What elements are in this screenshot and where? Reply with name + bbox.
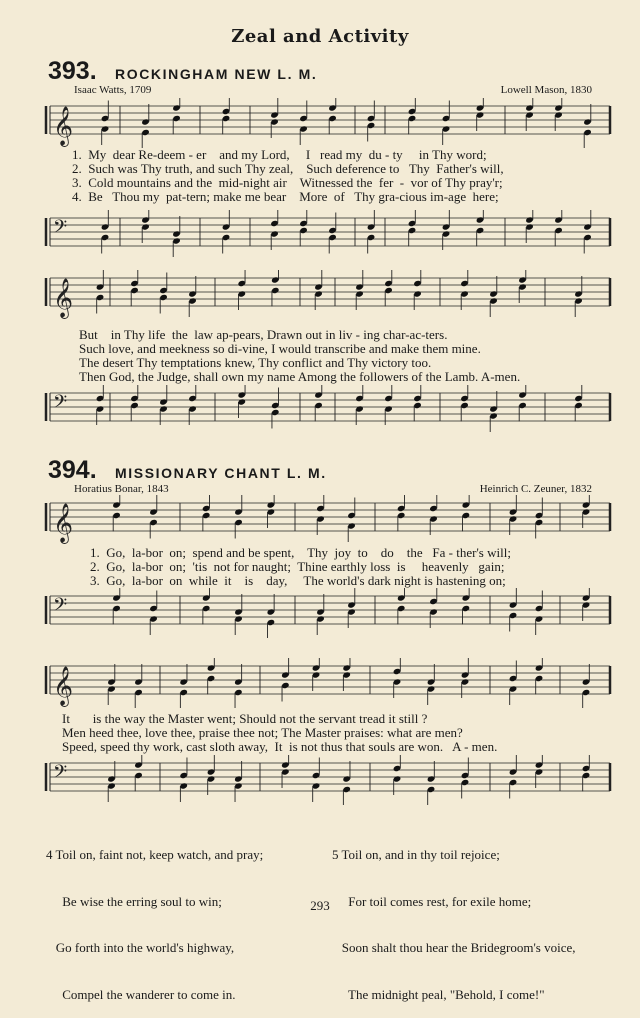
verse-line: Go forth into the world's highway, [46,940,235,955]
music-staff [0,270,640,320]
hymn-author: Isaac Watts, 1709 [74,84,152,96]
verse-line: 2. Such was Thy truth, and such Thy zeal, Such deference to Thy Father's will, [72,161,504,176]
verse-line: 3. Go, la-bor on while it is day, The world's dark night is hastening on; [90,573,506,588]
verse-line: 5 Toil on, and in thy toil rejoice; [332,847,500,862]
verse-line: 1. Go, la-bor on; spend and be spent, Thy joy to do the Fa - ther's will; [90,545,511,560]
hymn-title: ROCKINGHAM NEW L. M. [115,66,318,82]
hymn-composer: Heinrich C. Zeuner, 1832 [479,483,592,495]
svg-text:𝄞: 𝄞 [53,503,74,543]
section-title: Zeal and Activity [231,26,409,47]
verse-line: Be wise the erring soul to win; [46,893,222,909]
verse-line: The desert Thy temptations knew, Thy conflict and Thy victory too. [79,355,432,370]
verse-line: 2. Go, la-bor on; 'tis not for naught; Thine earthly loss is heavenly gain; [90,559,505,574]
music-staff [0,658,640,708]
verse-line: For toil comes rest, for exile home; [332,893,532,909]
svg-text:𝄞: 𝄞 [53,278,74,318]
verse-line: 4. Be Thou my pat-tern; make me bear More of Thy gra-cious im-age here; [72,189,499,204]
music-staff [0,385,640,435]
extra-verse-4 [46,816,263,1018]
hymn-author: Horatius Bonar, 1843 [74,483,169,495]
hymn-title: MISSIONARY CHANT L. M. [115,465,327,481]
verse-line: Soon shalt thou hear the Bridegroom's voice, [332,940,576,955]
page-number: 293 [310,898,330,913]
verse-line: Such love, and meekness so di-vine, I would transcribe and make them mine. [79,341,481,356]
verse-line: Compel the wanderer to come in. [46,986,236,1002]
music-staff [0,495,640,545]
verse-line: Speed, speed thy work, cast sloth away, It is not thus that souls are won. A - men. [62,739,498,754]
svg-text:𝄢: 𝄢 [53,392,68,417]
music-staff [0,98,640,148]
extra-verse-5 [332,816,576,1018]
hymn-number: 394. [48,456,97,484]
music-staff [0,755,640,805]
verse-line: 4 Toil on, faint not, keep watch, and pray; [46,847,264,862]
hymn-composer: Lowell Mason, 1830 [500,84,592,96]
verse-line: It is the way the Master went; Should not the servant tread it still ? [62,711,428,726]
svg-text:𝄞: 𝄞 [53,666,74,706]
svg-text:𝄢: 𝄢 [53,762,68,787]
verse-line: But in Thy life the law ap-pears, Drawn out in liv - ing char-ac-ters. [79,327,448,342]
verse-line: Men heed thee, love thee, praise thee not; The Master praises: what are men? [62,725,463,740]
verse-line: The midnight peal, "Behold, I come!" [332,986,545,1002]
hymn-number: 393. [48,57,97,85]
verse-line: 3. Cold mountains and the mid-night air Witnessed the fer - vor of Thy pray'r; [72,175,503,190]
verse-line: Then God, the Judge, shall own my name Among the followers of the Lamb. A-men. [79,369,521,384]
verse-line: 1. My dear Re-deem - er and my Lord, I read my du - ty in Thy word; [72,147,487,162]
music-staff [0,210,640,260]
svg-text:𝄢: 𝄢 [53,595,68,620]
svg-text:𝄞: 𝄞 [53,106,74,146]
svg-text:𝄢: 𝄢 [53,217,68,242]
music-staff [0,588,640,638]
